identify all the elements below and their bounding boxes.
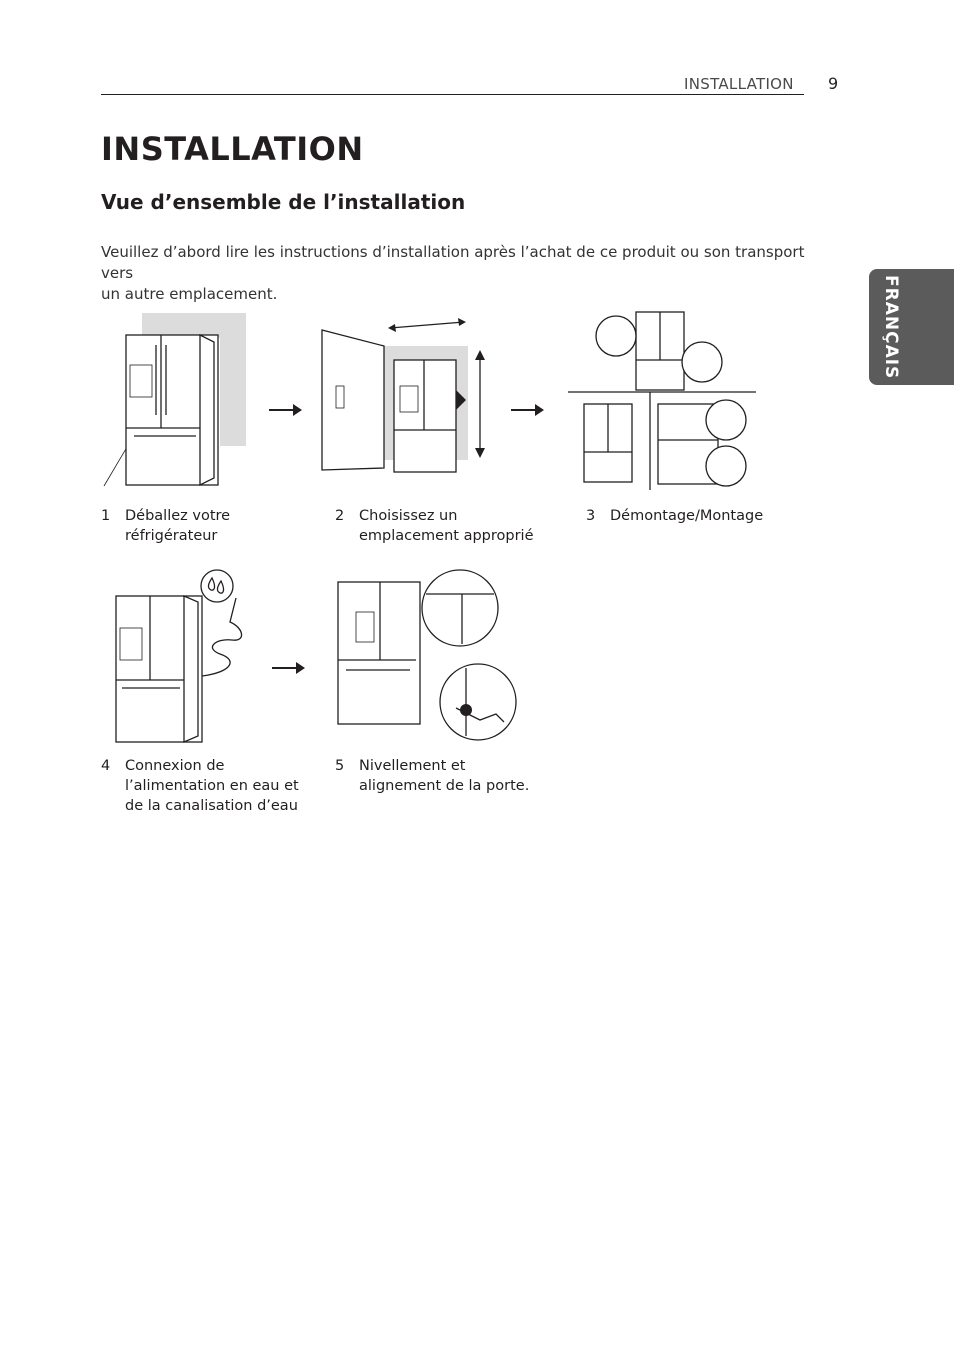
step-text-line: Connexion de — [125, 758, 225, 774]
step-2-caption — [335, 506, 555, 550]
step-number: 4 — [101, 758, 111, 774]
step-2-illustration — [318, 318, 498, 478]
intro-line-2: un autre emplacement. — [101, 285, 278, 303]
step-text-line: emplacement approprié — [359, 528, 534, 544]
wrench-icon — [452, 690, 508, 730]
step-text-line: réfrigérateur — [125, 528, 218, 544]
intro-paragraph — [101, 242, 841, 305]
language-tab — [869, 269, 954, 385]
right-arrow-icon — [268, 402, 304, 418]
section-title: Vue d’ensemble de l’installation — [101, 190, 466, 214]
step-text-line: Nivellement et — [359, 758, 466, 774]
water-drops-icon — [199, 568, 235, 604]
step-4-caption — [101, 756, 321, 820]
step-1-illustration — [100, 310, 250, 490]
step-text-line: l’alimentation en eau et — [125, 778, 299, 794]
intro-line-1: Veuillez d’abord lire les instructions d’installation après l’achat de ce produit ou son transport vers — [101, 243, 805, 282]
step-text-line: Déballez votre — [125, 508, 231, 524]
page-number: 9 — [828, 74, 839, 93]
step-number: 5 — [335, 758, 345, 774]
step-number: 2 — [335, 508, 345, 524]
header-divider — [101, 94, 804, 95]
step-text-line: alignement de la porte. — [359, 778, 530, 794]
step-text-line: de la canalisation d’eau — [125, 798, 298, 814]
running-header-section: INSTALLATION — [684, 75, 794, 93]
language-tab-label: FRANÇAIS — [881, 275, 901, 380]
step-1-caption — [101, 506, 301, 550]
right-arrow-icon — [510, 402, 546, 418]
step-5-caption — [335, 756, 555, 800]
step-text-line: Choisissez un — [359, 508, 458, 524]
step-3-caption — [586, 506, 786, 530]
step-number: 3 — [586, 508, 596, 524]
step-3-illustration — [566, 306, 758, 492]
step-number: 1 — [101, 508, 111, 524]
page-title: INSTALLATION — [101, 130, 364, 168]
step-text-line: Démontage/Montage — [610, 508, 764, 524]
right-arrow-icon — [271, 660, 307, 676]
